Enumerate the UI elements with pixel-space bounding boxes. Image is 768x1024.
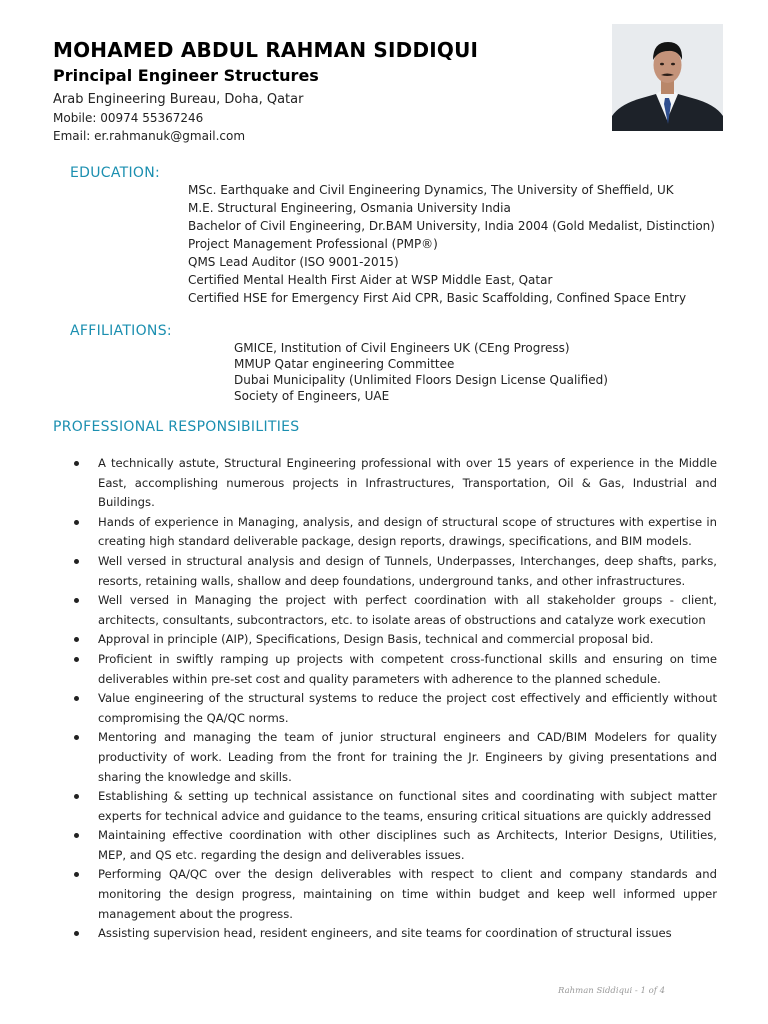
education-item: QMS Lead Auditor (ISO 9001-2015) (188, 255, 399, 269)
bullet-icon (74, 657, 79, 662)
bullet-icon (74, 461, 79, 466)
bullet-icon (74, 637, 79, 642)
responsibility-text: Performing QA/QC over the design deliverables with respect to client and company standards and monitoring the design progress, maintaining on time within budget and keep well informed upper management about the progress. (98, 867, 717, 921)
company-location: Arab Engineering Bureau, Doha, Qatar (53, 92, 304, 107)
responsibility-text: Approval in principle (AIP), Specifications, Design Basis, technical and commercial proposal bid. (98, 632, 654, 647)
bullet-icon (74, 598, 79, 603)
responsibilities-list (74, 454, 717, 944)
responsibility-item (74, 650, 717, 689)
education-item: Project Management Professional (PMP®) (188, 237, 438, 251)
education-item: Bachelor of Civil Engineering, Dr.BAM University, India 2004 (Gold Medalist, Distinction) (188, 219, 715, 233)
responsibility-text: Hands of experience in Managing, analysis, and design of structural scope of structures with expertise in creating high standard deliverable package, design reports, drawings, specifications, and BIM models. (98, 514, 717, 549)
responsibility-item (74, 728, 717, 787)
bullet-icon (74, 735, 79, 740)
mobile-number: Mobile: 00974 55367246 (53, 111, 204, 125)
bullet-icon (74, 794, 79, 799)
affiliations-list (234, 340, 608, 404)
responsibility-item (74, 924, 717, 944)
responsibility-item (74, 865, 717, 924)
education-list (188, 181, 715, 307)
bullet-icon (74, 833, 79, 838)
email-address: Email: er.rahmanuk@gmail.com (53, 129, 246, 143)
job-title: Principal Engineer Structures (53, 66, 319, 85)
bullet-icon (74, 696, 79, 701)
education-item: M.E. Structural Engineering, Osmania University India (188, 201, 511, 215)
responsibilities-heading: PROFESSIONAL RESPONSIBILITIES (53, 419, 300, 435)
education-heading: EDUCATION: (70, 165, 161, 181)
responsibility-item (74, 630, 717, 650)
bullet-icon (74, 520, 79, 525)
bullet-icon (74, 872, 79, 877)
responsibility-text: Value engineering of the structural systems to reduce the project cost effectively and efficiently without compromising the QA/QC norms. (98, 691, 717, 725)
education-item: Certified HSE for Emergency First Aid CPR, Basic Scaffolding, Confined Space Entry (188, 291, 687, 305)
education-item: MSc. Earthquake and Civil Engineering Dynamics, The University of Sheffield, UK (188, 183, 674, 197)
education-item: Certified Mental Health First Aider at WSP Middle East, Qatar (188, 273, 553, 287)
bullet-icon (74, 559, 79, 564)
affiliation-item: Dubai Municipality (Unlimited Floors Design License Qualified) (234, 373, 608, 387)
affiliations-heading: AFFILIATIONS: (70, 323, 172, 339)
responsibility-item (74, 826, 717, 865)
responsibility-item (74, 689, 717, 728)
responsibility-item (74, 454, 717, 513)
responsibility-item (74, 552, 717, 591)
responsibility-text: Proficient in swiftly ramping up projects with competent cross-functional skills and ensuring on time deliverables within pre-set cost and quality parameters with adherence to the planned schedule. (98, 651, 717, 686)
responsibility-text: Well versed in structural analysis and design of Tunnels, Underpasses, Interchanges, deep shafts, parks, resorts, retaining walls, shallow and deep foundations, underground tanks, and other infrastructures. (98, 553, 717, 588)
responsibility-text: Maintaining effective coordination with other disciplines such as Architects, Interior Designs, Utilities, MEP, and QS etc. regarding the design and deliverables issues. (98, 828, 717, 862)
responsibility-text: Establishing & setting up technical assistance on functional sites and coordinating with subject matter experts for technical advice and guidance to the teams, ensuring critical situations are quickly addressed (98, 789, 717, 823)
responsibility-text: Mentoring and managing the team of junior structural engineers and CAD/BIM Modelers for quality productivity of work. Leading from the front for training the Jr. Engineers by giving presentations and sharing the knowledge and skills. (98, 730, 717, 784)
bullet-icon (74, 931, 79, 936)
responsibility-text: Well versed in Managing the project with perfect coordination with all stakeholder groups - client, architects, consultants, subcontractors, etc. to isolate areas of obstructions and catalyze work execution (98, 593, 717, 627)
affiliation-item: GMICE, Institution of Civil Engineers UK (CEng Progress) (234, 341, 570, 355)
page-footer: Rahman Siddiqui - 1 of 4 (558, 986, 665, 996)
affiliation-item: MMUP Qatar engineering Committee (234, 357, 455, 371)
candidate-name: MOHAMED ABDUL RAHMAN SIDDIQUI (53, 38, 479, 62)
affiliation-item: Society of Engineers, UAE (234, 389, 390, 403)
profile-photo (612, 24, 723, 131)
responsibility-text: A technically astute, Structural Engineering professional with over 15 years of experience in the Middle East, accomplishing numerous projects in Infrastructures, Transportation, Oil & Gas, Industrial and Buildings. (98, 456, 717, 510)
responsibility-item (74, 513, 717, 552)
responsibility-item (74, 591, 717, 630)
responsibility-item (74, 787, 717, 826)
responsibility-text: Assisting supervision head, resident engineers, and site teams for coordination of structural issues (98, 926, 672, 941)
